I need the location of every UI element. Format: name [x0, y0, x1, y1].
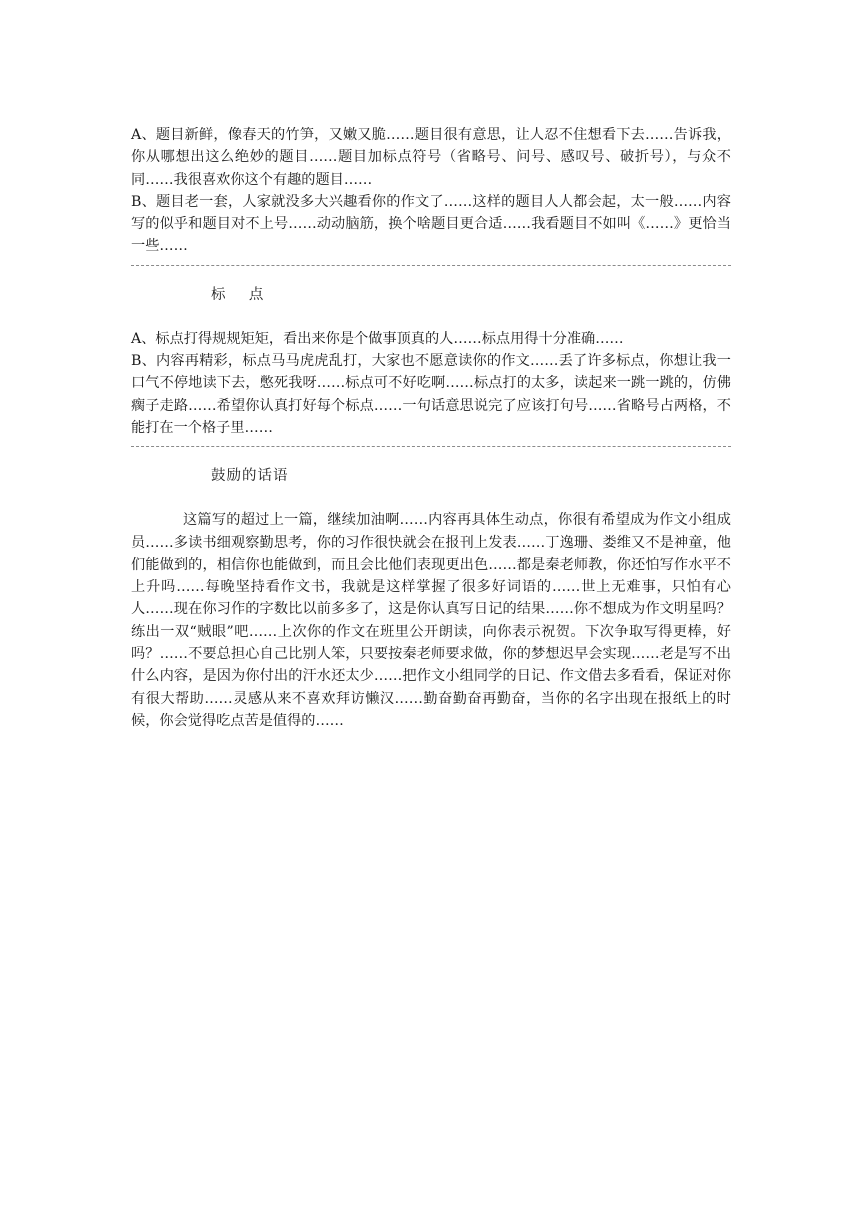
punctuation-section [131, 284, 731, 439]
encouragement-title: 鼓励的话语 [211, 468, 289, 485]
encouragement-body: 这篇写的超过上一篇，继续加油啊……内容再具体生动点，你很有希望成为作文小组成员……多读书细观察勤思考，你的习作很快就会在报刊上发表……丁逸珊、娄维又不是神童，他们能做到的，相信你也能做到，而且会比他们表现更出色……都是秦老师教，你还怕写作水平不上升吗……每晚坚持看作文书，我就是这样掌握了很多好词语的……世上无难事，只怕有心人……现在你习作的字数比以前多多了，这是你认真写日记的结果……你不想成为作文明星吗？练出一双“贼眼”吧……上次你的作文在班里公开朗读，向你表示祝贺。下次争取写得更棒，好吗？……不要总担心自己比别人笨，只要按秦老师要求做，你的梦想迟早会实现……老是写不出什么内容，是因为你付出的汗水还太少……把作文小组同学的日记、作文借去多看看，保证对你有很大帮助……灵感从来不喜欢拜访懒汉……勤奋勤奋再勤奋，当你的名字出现在报纸上的时候，你会觉得吃点苦是值得的…… [131, 512, 731, 729]
spacer [131, 487, 731, 509]
encouragement-section [131, 465, 731, 732]
section-divider [131, 265, 731, 266]
topic-item-b: B、题目老一套，人家就没多大兴趣看你的作文了……这样的题目人人都会起，太一般……内容写的似乎和题目对不上号……动动脑筋，换个啥题目更合适……我看题目不如叫《……》更恰当一些…… [131, 193, 731, 255]
punctuation-item-a: A、标点打得规规矩矩，看出来你是个做事顶真的人……标点用得十分准确…… [131, 330, 624, 347]
punctuation-title: 标 点 [211, 286, 265, 303]
punctuation-item-b: B、内容再精彩，标点马马虎虎乱打，大家也不愿意读你的作文……丢了许多标点，你想让我一口气不停地读下去，憋死我呀……标点可不好吃啊……标点打的太多，读起来一跳一跳的，仿佛瘸子走路……希望你认真打好每个标点……一句话意思说完了应该打句号……省略号占两格，不能打在一个格子里…… [131, 353, 731, 436]
spacer [131, 306, 731, 328]
topic-item-a: A、题目新鲜，像春天的竹笋，又嫩又脆……题目很有意思，让人忍不住想看下去……告诉我，你从哪想出这么绝妙的题目……题目加标点符号（省略号、问号、感叹号、破折号），与众不同……我很喜欢你这个有趣的题目…… [131, 127, 731, 188]
section-divider [131, 446, 731, 447]
topic-section [131, 124, 731, 258]
document-page [131, 124, 731, 732]
